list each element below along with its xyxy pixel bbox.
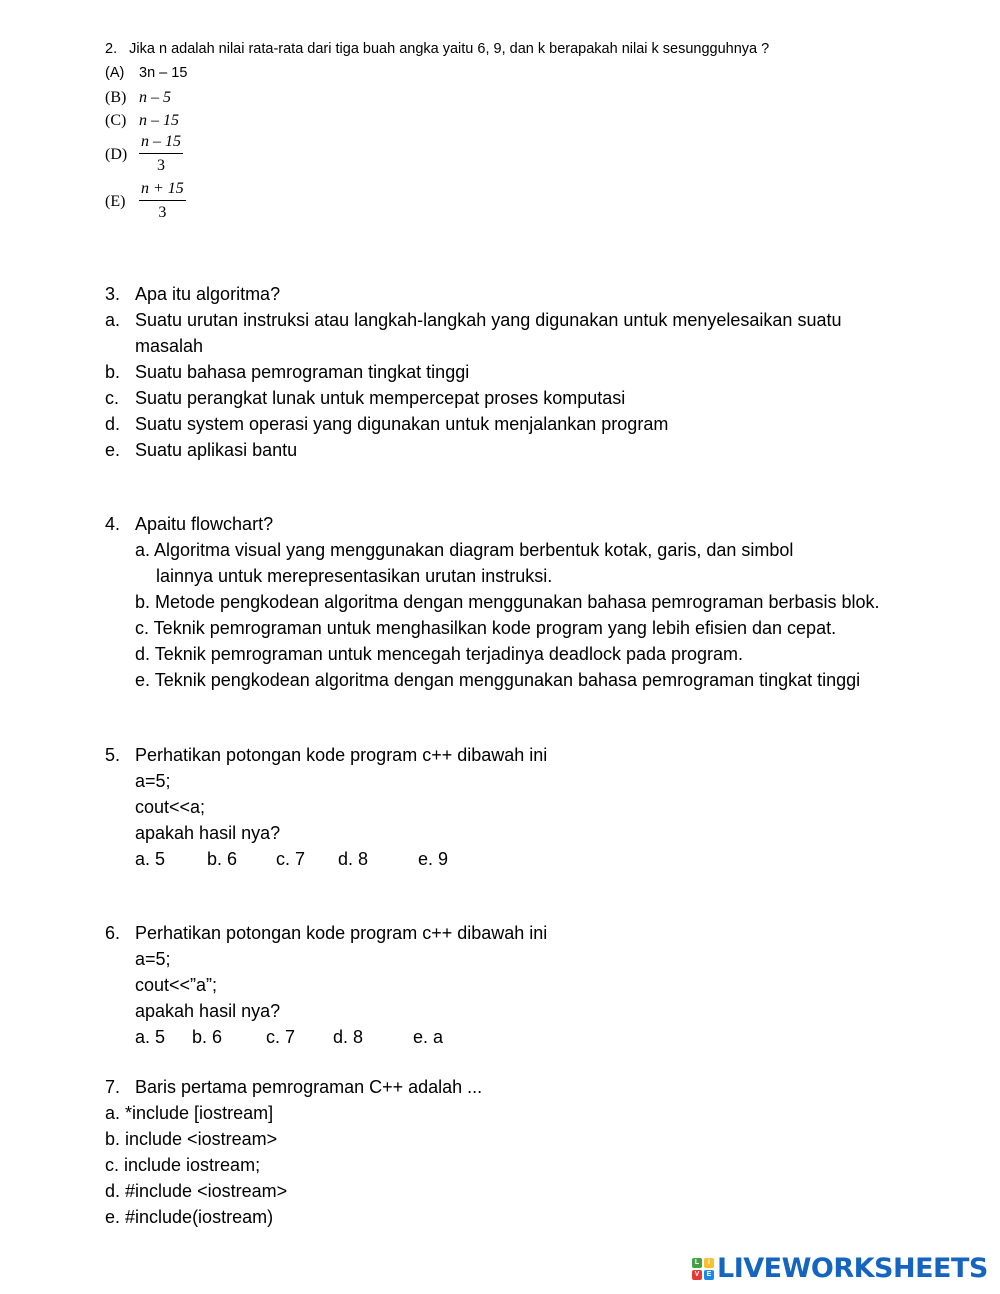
q3-option-e-label: e. xyxy=(105,440,121,460)
q2-option-e-denominator: 3 xyxy=(158,204,167,221)
q2-option-b-text: n – 5 xyxy=(139,89,171,106)
q3-question: Apa itu algoritma? xyxy=(135,284,281,304)
q2-option-e-numerator: n + 15 xyxy=(139,180,186,201)
q2-option-a-label: (A) xyxy=(105,65,125,81)
q5-option-a: a. 5 xyxy=(135,849,166,869)
q6-option-c: c. 7 xyxy=(266,1027,296,1047)
q5-option-d: d. 8 xyxy=(338,849,369,869)
q3-option-a-continuation: masalah xyxy=(135,336,204,356)
logo-tiles-icon xyxy=(692,1258,714,1280)
q4-number: 4. xyxy=(105,514,121,534)
q2-option-d-label: (D) xyxy=(105,146,128,163)
logo-tile: I xyxy=(704,1258,714,1268)
q2-option-c-text: n – 15 xyxy=(139,112,179,129)
logo-tile: L xyxy=(692,1258,702,1268)
q5-question: Perhatikan potongan kode program c++ dibawah ini xyxy=(135,745,548,765)
logo-text: LIVEWORKSHEETS xyxy=(717,1253,988,1284)
q3-option-b-text: Suatu bahasa pemrograman tingkat tinggi xyxy=(135,362,470,382)
q2-question: 2. Jika n adalah nilai rata-rata dari tiga buah angka yaitu 6, 9, dan k berapakah nilai k sesungguhnya ? xyxy=(105,41,770,57)
q5-ask: apakah hasil nya? xyxy=(135,823,281,843)
q6-number: 6. xyxy=(105,923,121,943)
q4-option-a-continuation: lainnya untuk merepresentasikan urutan instruksi. xyxy=(156,566,553,586)
q2-option-d-denominator: 3 xyxy=(157,157,165,174)
logo-tile: V xyxy=(692,1270,702,1280)
q3-option-e-text: Suatu aplikasi bantu xyxy=(135,440,298,460)
q4-option-c: c. Teknik pemrograman untuk menghasilkan kode program yang lebih efisien dan cepat. xyxy=(135,618,837,638)
q2-option-a-text: 3n – 15 xyxy=(139,65,188,81)
q3-option-a-text: Suatu urutan instruksi atau langkah-langkah yang digunakan untuk menyelesaikan suatu xyxy=(135,310,842,330)
q3-option-d-text: Suatu system operasi yang digunakan untuk menjalankan program xyxy=(135,414,669,434)
q2-option-e-fraction xyxy=(139,180,186,222)
q2-option-d-numerator: n – 15 xyxy=(139,133,183,154)
q6-code-line-1: a=5; xyxy=(135,949,171,969)
q5-number: 5. xyxy=(105,745,121,765)
q4-question: Apaitu flowchart? xyxy=(135,514,274,534)
q6-option-e: e. a xyxy=(413,1027,444,1047)
q5-option-b: b. 6 xyxy=(207,849,238,869)
q6-question: Perhatikan potongan kode program c++ dibawah ini xyxy=(135,923,548,943)
q2-option-c-label: (C) xyxy=(105,112,127,129)
q5-option-c: c. 7 xyxy=(276,849,306,869)
logo-tile: E xyxy=(704,1270,714,1280)
q5-code-line-1: a=5; xyxy=(135,771,171,791)
q2-option-b-label: (B) xyxy=(105,89,127,106)
q6-code-line-2: cout<<”a”; xyxy=(135,975,218,995)
q6-ask: apakah hasil nya? xyxy=(135,1001,281,1021)
q4-option-a: a. Algoritma visual yang menggunakan diagram berbentuk kotak, garis, dan simbol xyxy=(135,540,794,560)
q7-option-c: c. include iostream; xyxy=(105,1155,261,1175)
q3-option-c-label: c. xyxy=(105,388,120,408)
q2-option-e-label: (E) xyxy=(105,193,126,210)
q7-option-b: b. include <iostream> xyxy=(105,1129,278,1149)
q3-option-d-label: d. xyxy=(105,414,121,434)
q4-option-e: e. Teknik pengkodean algoritma dengan menggunakan bahasa pemrograman tingkat tinggi xyxy=(135,670,861,690)
q7-number: 7. xyxy=(105,1077,121,1097)
q7-option-d: d. #include <iostream> xyxy=(105,1181,288,1201)
q3-option-b-label: b. xyxy=(105,362,121,382)
q4-option-b: b. Metode pengkodean algoritma dengan menggunakan bahasa pemrograman berbasis blok. xyxy=(135,592,880,612)
q5-option-e: e. 9 xyxy=(418,849,449,869)
q2-option-d-fraction xyxy=(139,133,183,175)
q3-option-c-text: Suatu perangkat lunak untuk mempercepat proses komputasi xyxy=(135,388,626,408)
q6-option-a: a. 5 xyxy=(135,1027,166,1047)
q6-option-b: b. 6 xyxy=(192,1027,223,1047)
q6-option-d: d. 8 xyxy=(333,1027,364,1047)
q3-number: 3. xyxy=(105,284,121,304)
q5-code-line-2: cout<<a; xyxy=(135,797,206,817)
q3-option-a-label: a. xyxy=(105,310,121,330)
q7-option-a: a. *include [iostream] xyxy=(105,1103,274,1123)
q4-option-d: d. Teknik pemrograman untuk mencegah terjadinya deadlock pada program. xyxy=(135,644,744,664)
q7-question: Baris pertama pemrograman C++ adalah ... xyxy=(135,1077,483,1097)
q7-option-e: e. #include(iostream) xyxy=(105,1207,274,1227)
liveworksheets-logo[interactable] xyxy=(692,1253,988,1284)
